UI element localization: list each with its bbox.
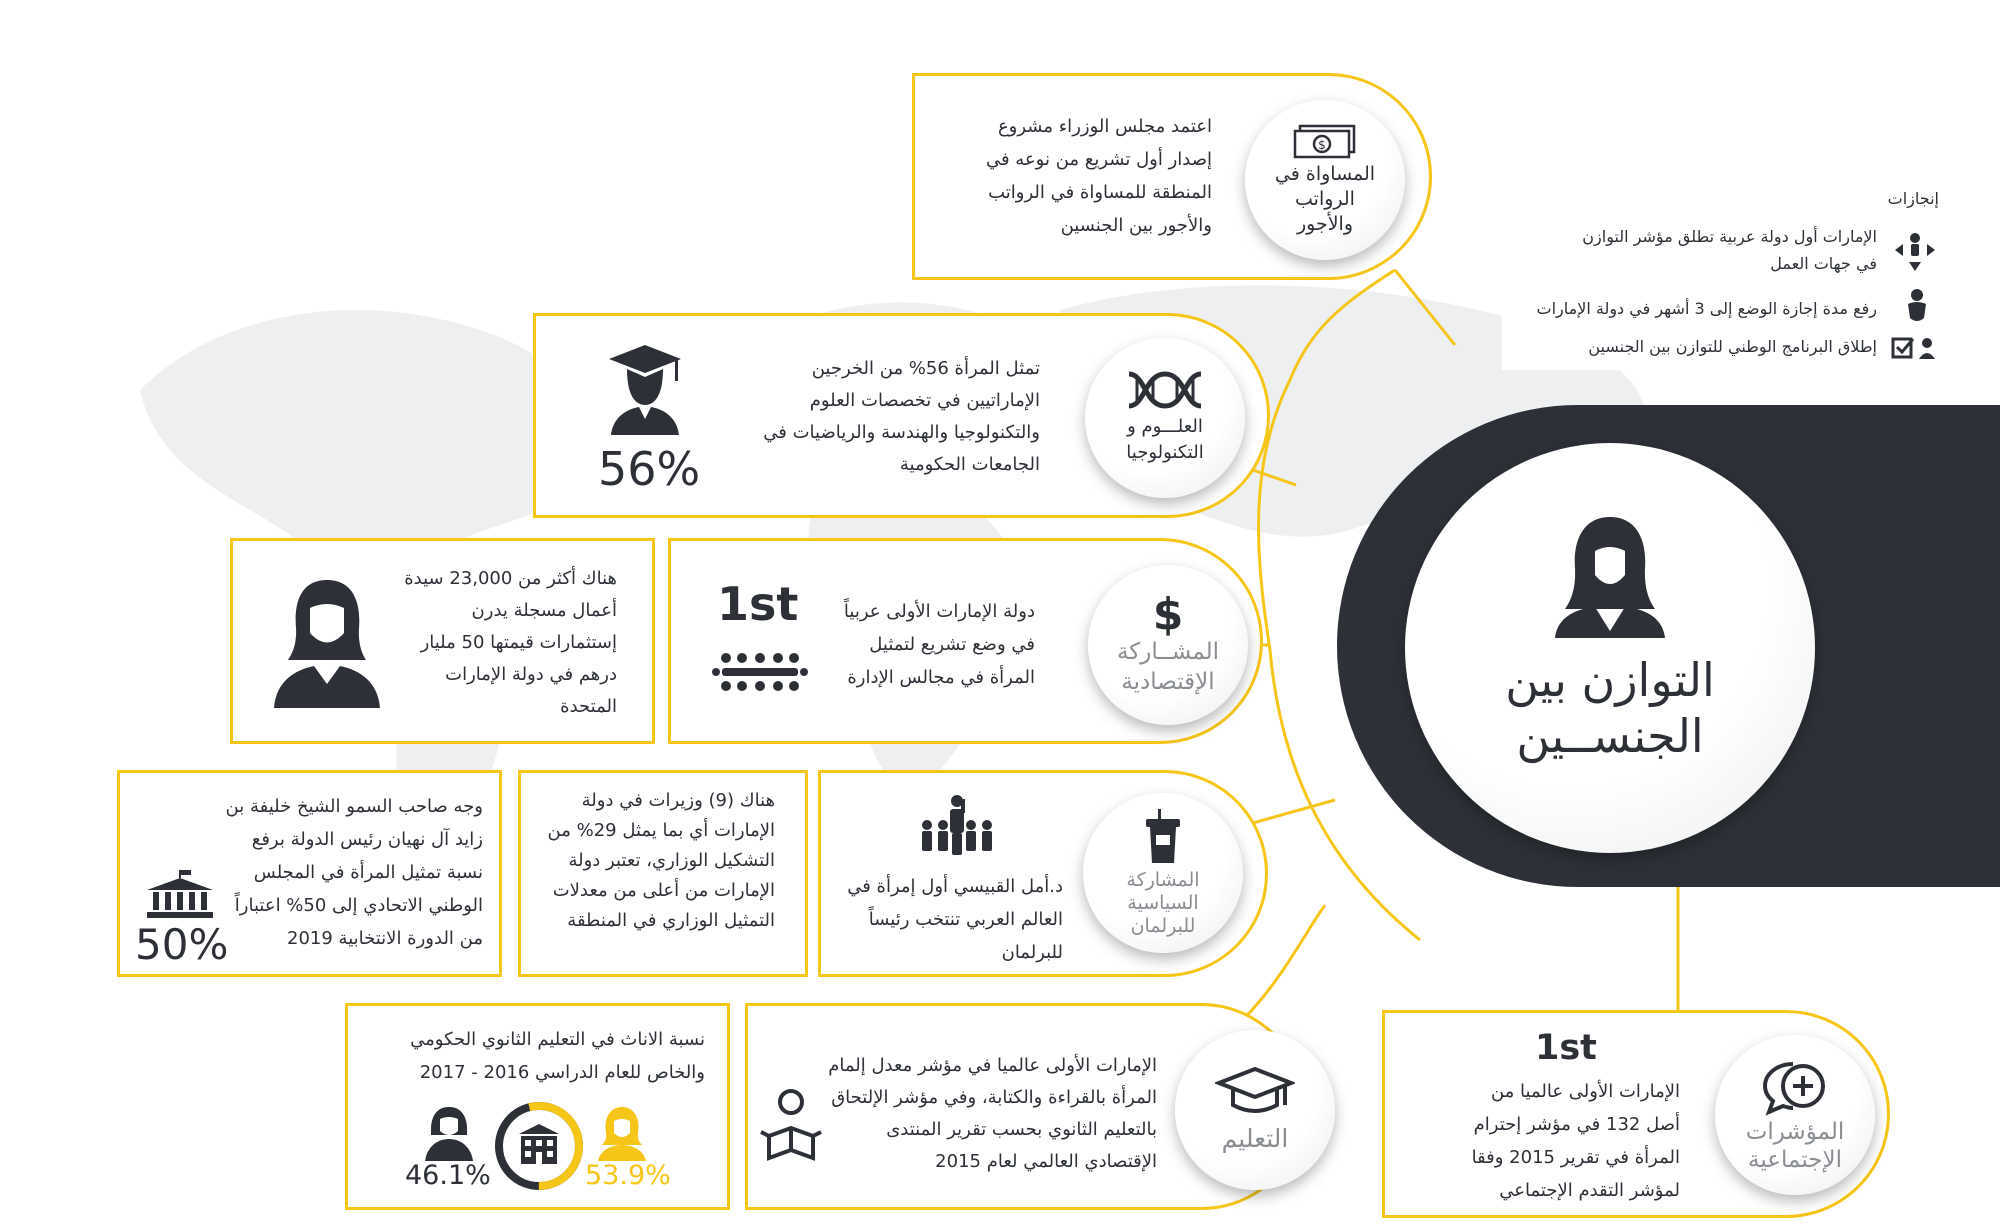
baby-icon: [1902, 288, 1932, 324]
legend-item-3: إطلاق البرنامج الوطني للتوازن بين الجنسين: [1588, 337, 1877, 356]
legend-item-1: الإمارات أول دولة عربية تطلق مؤشر التوازن في جهات العمل: [1582, 227, 1877, 273]
pay-circle: [1245, 100, 1405, 260]
center-title-line1: التوازن بين: [1505, 652, 1715, 707]
council-stat: 50%: [135, 920, 229, 969]
pay-text: اعتمد مجلس الوزراء مشروع إصدار أول تشريع من نوعه في المنطقة للمساواة في الرواتب والأجور بين الجنسين: [985, 116, 1212, 236]
social-rank: 1st: [1535, 1028, 1597, 1068]
legend-item-2: رفع مدة إجازة الوضع إلى 3 أشهر في دولة الإمارات: [1536, 299, 1877, 318]
education-ratio-title-line1: نسبة الاناث في التعليم الثانوي الحكومي: [410, 1029, 705, 1050]
science-label-line2: التكنولوجيا: [1126, 442, 1204, 463]
social-label-line2: الإجتماعية: [1748, 1147, 1842, 1173]
podium-icon: [1142, 809, 1184, 863]
education-circle: [1175, 1030, 1335, 1190]
political-circle: [1083, 793, 1243, 953]
dna-icon: [1125, 370, 1205, 410]
pay-label: المساواة في الرواتب والأجور: [1274, 162, 1376, 235]
science-circle: [1085, 338, 1245, 498]
political-label-line3: للبرلمان: [1130, 914, 1196, 937]
dollar-icon: $: [1152, 589, 1184, 640]
leader-group-icon: [917, 795, 997, 857]
male-icon: [423, 1105, 475, 1161]
female-icon: [596, 1105, 648, 1161]
economic-label-line1: المشــاركة: [1116, 639, 1220, 665]
money-icon: [1292, 124, 1358, 160]
political-label-line2: السياسية: [1127, 891, 1199, 914]
ratio-donut: [493, 1100, 585, 1192]
political-label-line1: المشاركة: [1126, 868, 1200, 891]
boardroom-icon: [712, 648, 808, 696]
arrows-people-icon: [1891, 230, 1939, 272]
social-label-line1: المؤشرات: [1745, 1119, 1845, 1145]
graduate-icon: [605, 343, 685, 435]
female-pct: 53.9%: [585, 1160, 671, 1191]
woman-hijab-icon: [1545, 513, 1675, 638]
reader-icon: [757, 1088, 825, 1162]
checklist-icon: [1891, 335, 1937, 361]
economic-text: دولة الإمارات الأولى عربياً في وضع تشريع لتمثيل المرأة في مجالس الإدارة: [843, 601, 1035, 688]
center-title-line2: الجنســين: [1516, 708, 1704, 763]
ministers-text: هناك (9) وزيرات في دولة الإمارات أي بما يمثل 29% من التشكيل الوزاري، تعتبر دولة الإمارات من أعلى من معدلات التمثيل الوزاري في المنطقة: [547, 790, 775, 931]
education-ratio-title-line2: والخاص للعام الدراسي 2016 - 2017: [419, 1062, 705, 1083]
legend-title: إنجازات: [1887, 189, 1939, 208]
economic-circle: [1088, 565, 1248, 725]
svg-text:$: $: [1318, 137, 1326, 152]
chat-plus-icon: [1759, 1056, 1831, 1118]
social-text: الإمارات الأولى عالميا من أصل 132 في مؤشر إحترام المرأة في تقرير 2015 وفقا لمؤشر التقدم الإجتماعي: [1471, 1081, 1680, 1201]
science-stat: 56%: [598, 442, 701, 496]
education-label: التعليم: [1221, 1124, 1289, 1153]
social-circle: [1715, 1035, 1875, 1195]
businesswoman-icon: [270, 578, 385, 708]
science-label-line1: العلـــوم و: [1127, 416, 1203, 437]
graduation-cap-icon: [1215, 1065, 1295, 1117]
education-text: الإمارات الأولى عالميا في مؤشر معدل إلمام المرأة بالقراءة والكتابة، وفي مؤشر الإلتحاق بالتعليم الثانوي بحسب تقرير المنتدى الإقتصادي العالمي لعام 2015: [828, 1055, 1157, 1172]
economic-label-line2: الإقتصادية: [1121, 669, 1215, 695]
political-text: د.أمل القبيسي أول إمرأة في العالم العربي تنتخب رئيساً للبرلمان: [847, 876, 1063, 963]
science-text: تمثل المرأة 56% من الخرجين الإماراتيين في تخصصات العلوم والتكنولوجيا والهندسة والرياضيات في الجامعات الحكومية: [763, 358, 1040, 475]
legend-panel: [1502, 180, 1942, 370]
center-circle: [1405, 443, 1815, 853]
government-building-icon: [145, 870, 215, 920]
male-pct: 46.1%: [405, 1160, 491, 1191]
economic-rank: 1st: [717, 577, 799, 631]
council-text: وجه صاحب السمو الشيخ خليفة بن زايد آل نهيان رئيس الدولة برفع نسبة تمثيل المرأة في المجلس الوطني الاتحادي إلى 50% اعتباراً من الدورة الانتخابية 2019: [225, 796, 483, 949]
economic-extra-text: هناك أكثر من 23,000 سيدة أعمال مسجلة يدرن إستثمارات قيمتها 50 مليار درهم في دولة الإمارات المتحدة: [404, 568, 617, 717]
